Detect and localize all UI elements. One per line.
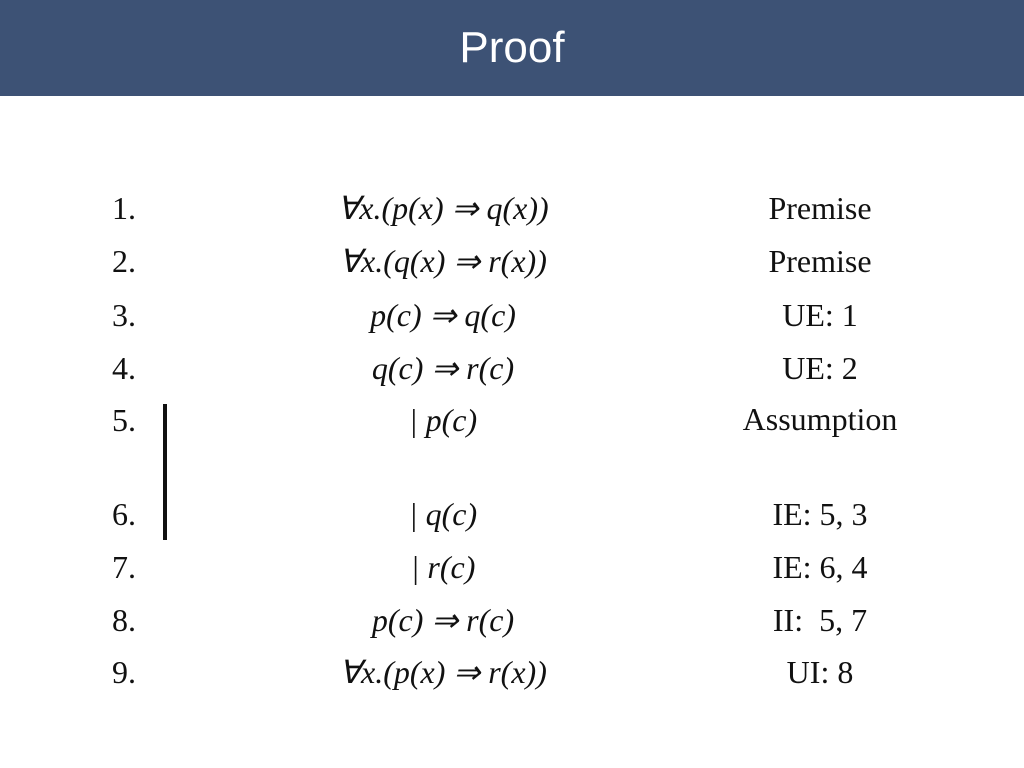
subproof-bar <box>163 404 167 540</box>
justification: Premise <box>768 243 872 279</box>
formula: | p(c) <box>408 402 478 438</box>
line-number: 2. <box>112 243 136 279</box>
line-number: 6. <box>112 496 136 532</box>
line-number: 4. <box>112 350 136 386</box>
line-number: 7. <box>112 549 136 585</box>
justification: Premise <box>768 190 872 226</box>
justification: UE: 1 <box>782 297 858 333</box>
formula: ∀x.(p(x) ⇒ q(x)) <box>337 190 549 226</box>
formula: ∀x.(p(x) ⇒ r(x)) <box>339 654 547 690</box>
justification: UI: 8 <box>786 654 854 690</box>
justification: Assumption <box>742 401 898 437</box>
line-number: 1. <box>112 190 136 226</box>
formula: ∀x.(q(x) ⇒ r(x)) <box>339 243 547 279</box>
formula: p(c) ⇒ r(c) <box>371 602 515 638</box>
line-number: 5. <box>112 402 136 438</box>
justification: UE: 2 <box>782 350 858 386</box>
formula: q(c) ⇒ r(c) <box>371 350 515 386</box>
formula: | q(c) <box>408 496 478 532</box>
line-number: 9. <box>112 654 136 690</box>
justification: IE: 6, 4 <box>772 549 868 585</box>
formula: p(c) ⇒ q(c) <box>370 297 516 333</box>
line-number: 8. <box>112 602 136 638</box>
line-number: 3. <box>112 297 136 333</box>
page-title: Proof <box>459 23 565 72</box>
justification: II: 5, 7 <box>772 602 868 638</box>
formula: | r(c) <box>410 549 476 585</box>
justification: IE: 5, 3 <box>772 496 868 532</box>
